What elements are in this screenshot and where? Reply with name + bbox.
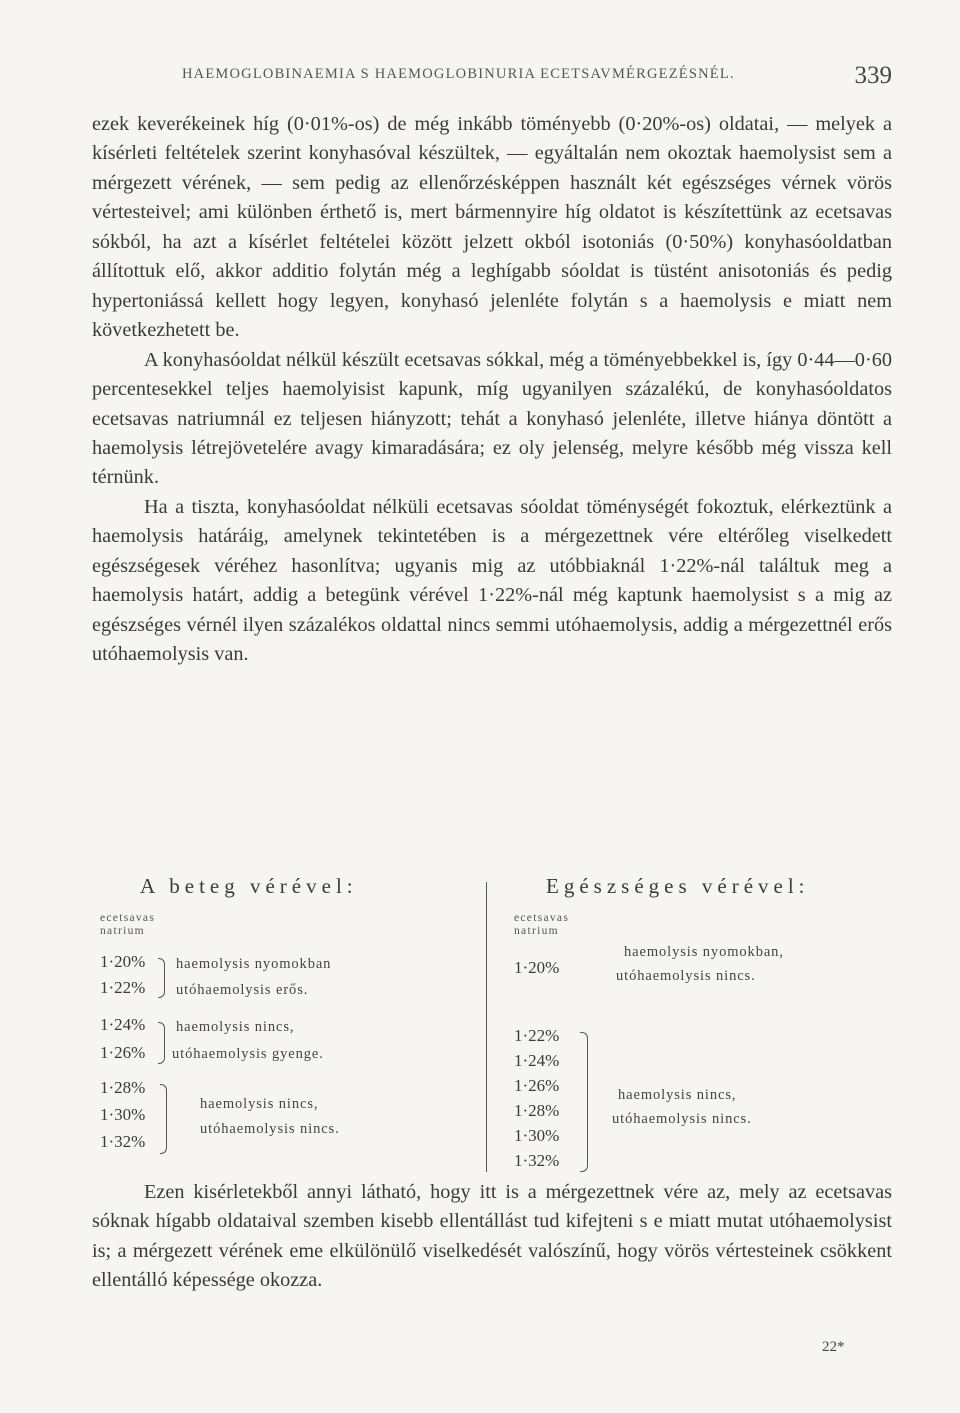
percent-value: 1·22% xyxy=(100,978,146,997)
conclusion-text xyxy=(92,1178,892,1296)
result-note: haemolysis nincs, xyxy=(200,1096,319,1112)
column-header: natrium xyxy=(100,925,145,937)
sheet-signature: 22* xyxy=(822,1339,845,1355)
percent-value: 1·24% xyxy=(514,1051,560,1070)
percent-value: 1·22% xyxy=(514,1026,560,1045)
paragraph: A konyhasóoldat nélkül készült ecetsavas sókkal, még a töményebbekkel is, így 0·44—0·60 percentesekkel teljes haemolyisist kapunk, míg ugyanilyen százalékú, de konyhasóoldatos ecetsavas natriumnál ez teljesen hiányzott; tehát a konyhasó jelenléte, illetve hiánya döntött a haemolysis létrejövetelére avagy kimaradására; ez oly jelenség, melyre később még vissza kell térnünk. xyxy=(92,348,892,489)
page-number: 339 xyxy=(854,62,892,89)
column-header: ecetsavas xyxy=(100,912,156,924)
brace xyxy=(580,1032,588,1172)
page-header xyxy=(92,62,892,92)
result-note: utóhaemolysis nincs. xyxy=(616,968,756,984)
percent-value: 1·30% xyxy=(514,1126,560,1145)
paragraph: ezek keverékeinek híg (0·01%-os) de még inkább töményebb (0·20%-os) oldatai, — melyek a kísérleti feltételek szerint konyhasóval készültek, — egyáltalán nem okoztak haemolysist sem a mérgezett vérének, — sem pedig az ellenőrzésképpen használt két egészséges vérnek vörös vértesteivel; ami különben érthető is, mert bármennyire híg oldatot is készítettünk az ecetsavas sókból, ha azt a kísérlet feltételei között jelzett okból isotoniás (0·50%) konyhasóoldatban állítottuk elő, akkor additio folytán még a leghígabb sóoldat is tüstént anisotoniás és pedig hypertoniássá kellett hogy legyen, konyhasó jelenléte folytán s a haemolysis e miatt nem következhetett be. xyxy=(92,113,892,342)
percent-value: 1·28% xyxy=(100,1078,146,1097)
percent-value: 1·32% xyxy=(514,1151,560,1170)
percent-value: 1·24% xyxy=(100,1015,146,1034)
percent-value: 1·26% xyxy=(514,1076,560,1095)
result-note: haemolysis nyomokban xyxy=(176,956,332,972)
paragraph: Ha a tiszta, konyhasóoldat nélküli ecetsavas sóoldat töménységét fokoztuk, elérkeztünk a haemolysis határáig, amelynek tekintetében is a mérgezettnek vére eltérőleg viselkedett egészségesek véréhez hasonlítva; ugyanis mig az utóbbiaknál 1·22%-nál találtuk meg a haemolysis határt, addig a betegünk vérével 1·22%-nál még kaptunk haemolysist s a mig az egészséges vérnél ilyen százalékos oldattal nincs semmi utóhaemolysis, addig a mérgezettnél erős utóhaemolysis van. xyxy=(92,495,892,666)
brace xyxy=(160,1084,167,1154)
result-note: haemolysis nyomokban, xyxy=(624,944,784,960)
table-title: A beteg vérével: xyxy=(140,874,358,898)
brace xyxy=(158,1022,165,1064)
result-note: utóhaemolysis gyenge. xyxy=(172,1046,324,1062)
column-divider xyxy=(486,882,487,1172)
percent-value: 1·20% xyxy=(100,952,146,971)
column-header: natrium xyxy=(514,925,559,937)
column-header: ecetsavas xyxy=(514,912,570,924)
result-note: utóhaemolysis nincs. xyxy=(612,1111,752,1127)
running-title: HAEMOGLOBINAEMIA S HAEMOGLOBINURIA ECETSAVMÉRGEZÉSNÉL. xyxy=(182,66,735,82)
results-tables xyxy=(92,872,892,1172)
percent-value: 1·26% xyxy=(100,1043,146,1062)
table-title: Egészséges vérével: xyxy=(546,874,810,898)
result-note: haemolysis nincs, xyxy=(176,1019,295,1035)
result-note: haemolysis nincs, xyxy=(618,1087,737,1103)
percent-value: 1·30% xyxy=(100,1105,146,1124)
percent-value: 1·28% xyxy=(514,1101,560,1120)
result-note: utóhaemolysis erős. xyxy=(176,982,309,998)
paragraph: Ezen kisérletekből annyi látható, hogy itt is a mérgezettnek vére az, mely az ecetsavas sóknak hígabb oldataival szemben kisebb ellentállást tud kifejteni s e miatt mutat utóhaemolysist is; a mérgezett vérének eme elkülönülő viselkedését valószínű, hogy vörös vértesteinek csökkent ellentálló képessége okozza. xyxy=(92,1181,892,1292)
percent-value: 1·20% xyxy=(514,958,560,977)
brace xyxy=(158,958,165,998)
body-text xyxy=(92,110,892,670)
result-note: utóhaemolysis nincs. xyxy=(200,1121,340,1137)
percent-value: 1·32% xyxy=(100,1132,146,1151)
